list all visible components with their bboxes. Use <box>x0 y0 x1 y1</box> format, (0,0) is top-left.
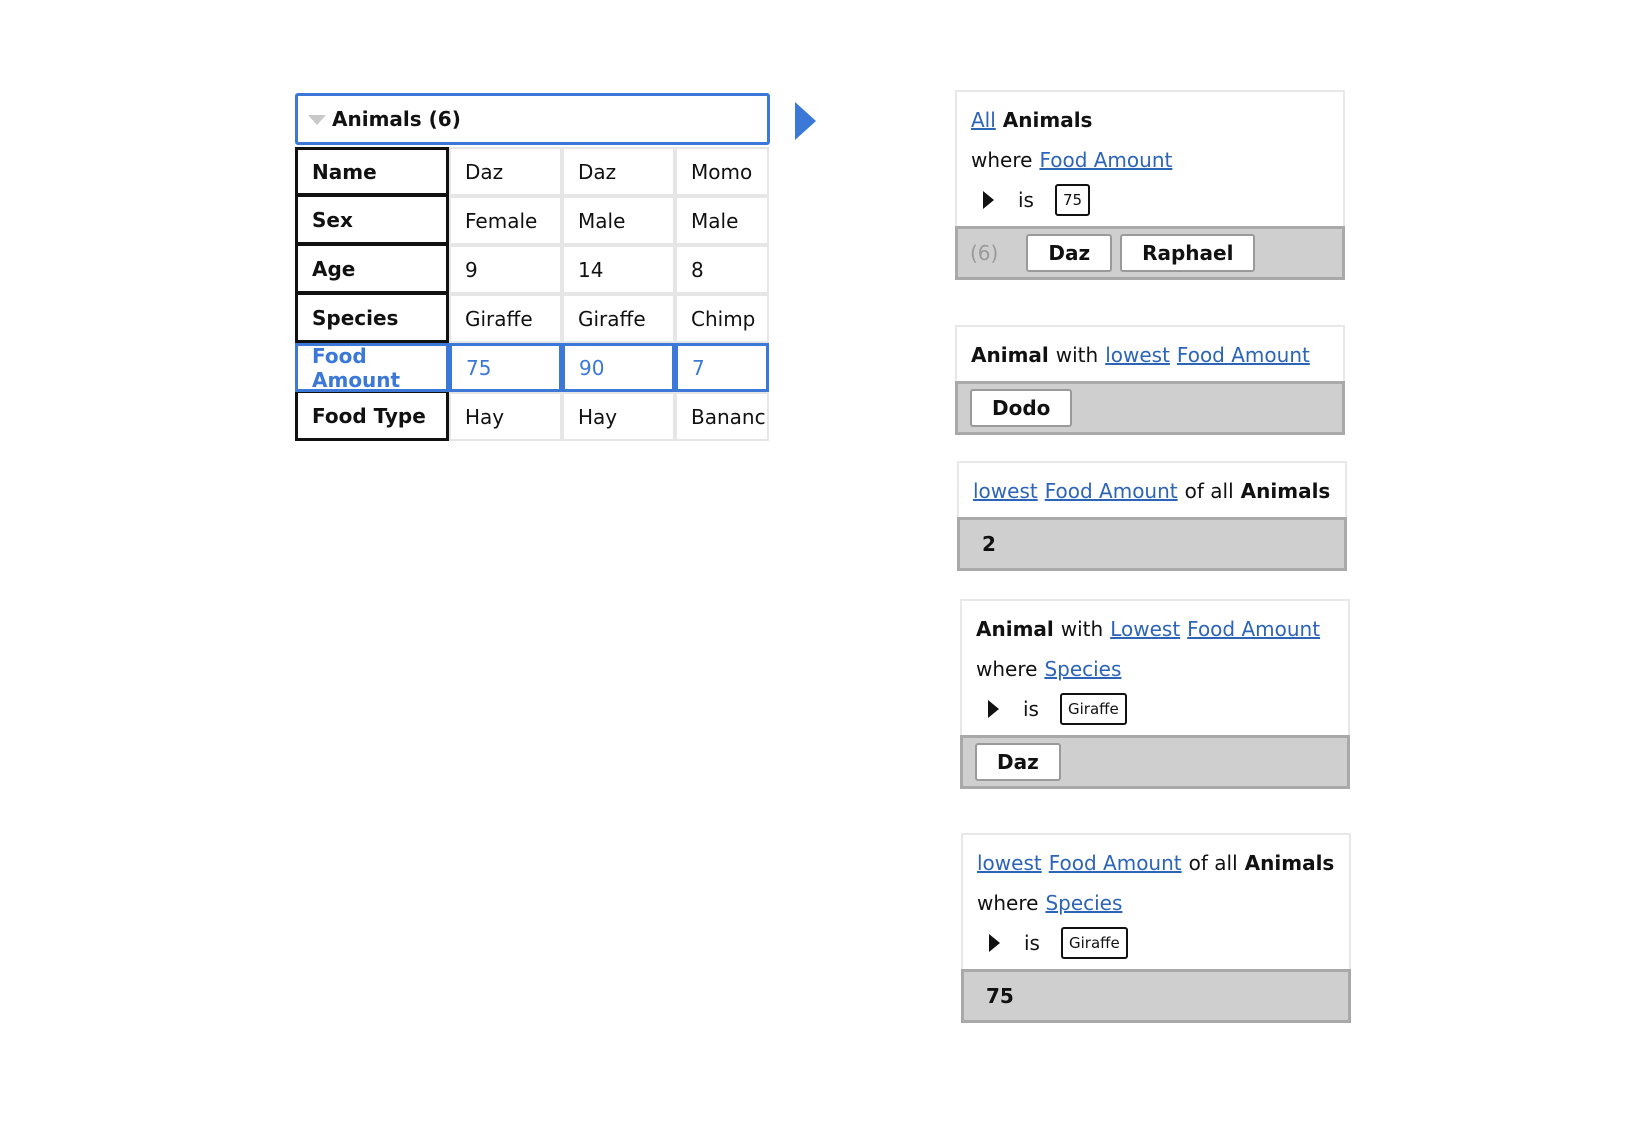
query-line <box>977 883 1335 923</box>
query-card-body <box>962 601 1348 735</box>
query-card-lowest-of-all <box>957 461 1347 571</box>
entity-label: Animal <box>971 343 1049 367</box>
filter-field-link[interactable]: Species <box>1045 891 1123 915</box>
query-card-body <box>957 327 1343 381</box>
table-cell[interactable]: Bananc <box>675 392 769 441</box>
table-cell[interactable]: Momo <box>675 147 769 196</box>
result-value: 75 <box>986 984 1014 1008</box>
table-row-species <box>295 294 770 343</box>
table-row-name <box>295 147 770 196</box>
aggregate-link[interactable]: lowest <box>977 851 1042 875</box>
field-link[interactable]: Food Amount <box>1187 617 1321 641</box>
result-bar <box>955 381 1345 435</box>
is-label: is <box>1023 697 1039 721</box>
query-card-lowest-food <box>955 325 1345 435</box>
query-line <box>977 843 1335 883</box>
query-line <box>973 471 1331 511</box>
result-bar <box>957 517 1347 571</box>
table-cell[interactable]: 8 <box>675 245 769 294</box>
query-card-body <box>963 835 1349 969</box>
result-bar <box>960 735 1350 789</box>
entity-label: Animal <box>976 617 1054 641</box>
query-card-all-animals <box>955 90 1345 280</box>
row-header[interactable]: Name <box>295 147 449 196</box>
field-link[interactable]: Food Amount <box>1039 148 1173 172</box>
result-count: (6) <box>970 241 999 265</box>
all-link[interactable]: All <box>971 108 996 132</box>
where-label: where <box>971 148 1033 172</box>
aggregate-link[interactable]: lowest <box>973 479 1038 503</box>
table-row-food-type <box>295 392 770 441</box>
table-cell[interactable]: Chimp <box>675 294 769 343</box>
table-title: Animals (6) <box>332 107 461 131</box>
row-header[interactable]: Sex <box>295 196 449 245</box>
field-link[interactable]: Food Amount <box>1044 479 1178 503</box>
is-label: is <box>1024 931 1040 955</box>
query-line <box>971 180 1329 220</box>
play-arrow-icon[interactable] <box>795 102 816 140</box>
query-card-body <box>957 92 1343 226</box>
table-cell[interactable]: Hay <box>562 392 675 441</box>
row-header[interactable]: Age <box>295 245 449 294</box>
of-all-label: of all <box>1184 479 1234 503</box>
table-cell[interactable]: Male <box>562 196 675 245</box>
query-card-lowest-of-all-where <box>961 833 1351 1023</box>
table-cell[interactable]: Daz <box>449 147 562 196</box>
table-cell[interactable]: 9 <box>449 245 562 294</box>
query-line <box>976 649 1334 689</box>
row-header-selected[interactable]: Food Amount <box>295 343 449 392</box>
query-line <box>971 140 1329 180</box>
query-card-body <box>959 463 1345 517</box>
result-bar <box>955 226 1345 280</box>
triangle-right-icon[interactable] <box>983 191 994 209</box>
where-label: where <box>977 891 1039 915</box>
table-cell[interactable]: Female <box>449 196 562 245</box>
entity-label: Animals <box>1002 108 1093 132</box>
aggregate-link[interactable]: Lowest <box>1110 617 1181 641</box>
query-line <box>971 100 1329 140</box>
table-cell[interactable]: 14 <box>562 245 675 294</box>
table-cell[interactable]: Hay <box>449 392 562 441</box>
table-cell[interactable]: Male <box>675 196 769 245</box>
filter-value-box[interactable]: Giraffe <box>1061 927 1128 959</box>
table-row-food-amount <box>295 343 770 392</box>
where-label: where <box>976 657 1038 681</box>
table-cell[interactable]: 75 <box>449 343 562 392</box>
query-line <box>976 689 1334 729</box>
triangle-right-icon[interactable] <box>989 934 1000 952</box>
table-header[interactable] <box>295 93 770 145</box>
field-link[interactable]: Food Amount <box>1048 851 1182 875</box>
triangle-right-icon[interactable] <box>988 700 999 718</box>
table-cell[interactable]: 7 <box>675 343 769 392</box>
aggregate-link[interactable]: lowest <box>1105 343 1170 367</box>
table-row-age <box>295 245 770 294</box>
row-header[interactable]: Species <box>295 294 449 343</box>
result-chip[interactable]: Daz <box>975 743 1061 781</box>
entity-label: Animals <box>1244 851 1335 875</box>
table-cell[interactable]: Daz <box>562 147 675 196</box>
filter-field-link[interactable]: Species <box>1044 657 1122 681</box>
table-row-sex <box>295 196 770 245</box>
table-cell[interactable]: Giraffe <box>562 294 675 343</box>
query-line <box>977 923 1335 963</box>
collapse-triangle-icon[interactable] <box>308 115 326 125</box>
filter-value-box[interactable]: Giraffe <box>1060 693 1127 725</box>
filter-value-box[interactable]: 75 <box>1055 184 1090 216</box>
of-all-label: of all <box>1188 851 1238 875</box>
table-cell[interactable]: 90 <box>562 343 675 392</box>
result-chip[interactable]: Daz <box>1026 234 1112 272</box>
result-chip[interactable]: Raphael <box>1120 234 1255 272</box>
query-line <box>976 609 1334 649</box>
table-cell[interactable]: Giraffe <box>449 294 562 343</box>
is-label: is <box>1018 188 1034 212</box>
table-grid <box>295 147 770 441</box>
animals-table <box>295 93 770 441</box>
row-header[interactable]: Food Type <box>295 392 449 441</box>
result-chip[interactable]: Dodo <box>970 389 1072 427</box>
field-link[interactable]: Food Amount <box>1176 343 1310 367</box>
entity-label: Animals <box>1240 479 1331 503</box>
query-card-lowest-where <box>960 599 1350 789</box>
result-value: 2 <box>982 532 996 556</box>
result-bar <box>961 969 1351 1023</box>
with-label: with <box>1055 343 1099 367</box>
query-line <box>971 335 1329 375</box>
with-label: with <box>1060 617 1104 641</box>
